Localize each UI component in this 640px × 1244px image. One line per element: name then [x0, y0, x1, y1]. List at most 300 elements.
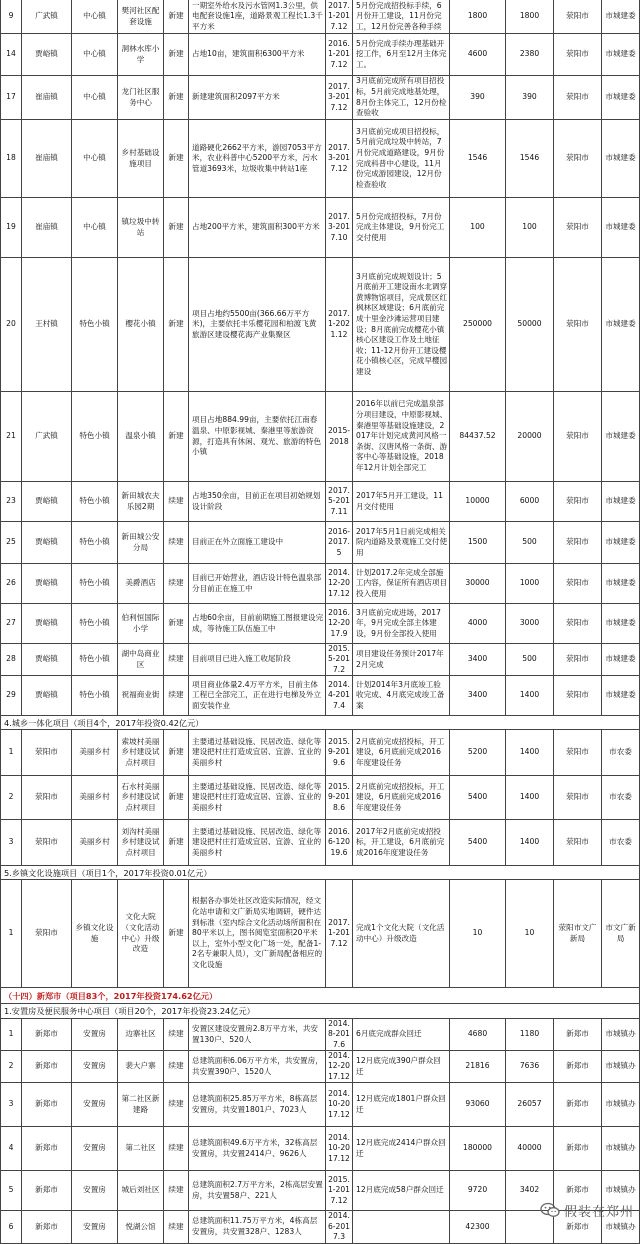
cell-project: 文化大院（文化活动中心）升级改造 — [118, 880, 164, 988]
cell-total-investment: 390 — [450, 76, 506, 120]
cell-project: 樊河社区配套设施 — [118, 0, 164, 34]
cell-department: 市农委 — [602, 730, 640, 776]
cell-content: 占地10亩，建筑面积6300平方米 — [189, 34, 326, 76]
cell-period: 2016-2017.5 — [326, 522, 353, 564]
cell-department: 市城建委 — [602, 604, 640, 644]
table-row — [0, 676, 640, 716]
cell-year-investment: 3000 — [506, 604, 554, 644]
cell-type: 续建 — [164, 564, 189, 604]
cell-town: 贾峪镇 — [22, 482, 72, 522]
cell-town: 贾峪镇 — [22, 564, 72, 604]
cell-location: 荥阳市 — [554, 120, 602, 198]
cell-period: 2016.1-2017.12 — [326, 34, 353, 76]
cell-year-investment: 26057 — [506, 1083, 554, 1127]
cell-total-investment: 4680 — [450, 1019, 506, 1051]
cell-year-investment: 1400 — [506, 730, 554, 776]
table-row — [0, 1083, 640, 1127]
cell-year-investment: 2380 — [506, 34, 554, 76]
cell-total-investment: 3400 — [450, 676, 506, 716]
cell-content: 项目商业体量2.4万平方米，目前主体工程已全部完工，正在进行电梯及外立面安装作业 — [189, 676, 326, 716]
cell-project: 石水村美丽乡村建设试点村项目 — [118, 776, 164, 820]
table-row — [0, 604, 640, 644]
cell-progress: 5月份完成招投标手续，6月份开工建设，11月份完工，12月份完善各种手续 — [353, 0, 450, 34]
cell-content: 总建筑面积49.6万平方米，32栋高层安置房，共安置2414户、9626人 — [189, 1127, 326, 1171]
cell-period: 2017.1-2021.12 — [326, 258, 353, 392]
cell-town: 荥阳市 — [22, 730, 72, 776]
cell-year-investment: 390 — [506, 76, 554, 120]
cell-no: 3 — [0, 1083, 22, 1127]
cell-type: 新建 — [164, 120, 189, 198]
cell-type: 续建 — [164, 1051, 189, 1083]
cell-period: 2014.10-2017.12 — [326, 1083, 353, 1127]
cell-progress: 完成1个文化大院（文化活动中心）升级改造 — [353, 880, 450, 988]
cell-total-investment: 4600 — [450, 34, 506, 76]
cell-content: 新建建筑面积2097平方米 — [189, 76, 326, 120]
cell-category: 特色小镇 — [72, 258, 118, 392]
cell-content: 主要通过基础设施、民居改造、绿化等建设把村庄打造成宜居、宜游、宜业的美丽乡村 — [189, 730, 326, 776]
cell-department: 市农委 — [602, 820, 640, 866]
cell-progress: 2月底前完成招投标，开工建设，6月底前完成2016年度建设任务 — [353, 776, 450, 820]
cell-year-investment: 7636 — [506, 1051, 554, 1083]
table-row — [0, 34, 640, 76]
cell-project: 悦湖公馆 — [118, 1211, 164, 1244]
cell-progress: 2016年以前已完成温泉部分项目建设，中原影视城、秦港里等基础设施建设，2017年计划完成黄河风格一条街、汉唐风格一条街、游客中心等基础设施，2018年12月计划全部完工 — [353, 392, 450, 482]
cell-location: 新郑市 — [554, 1019, 602, 1051]
cell-category: 特色小镇 — [72, 564, 118, 604]
cell-progress: 计划2014年3月底竣工验收完成、4月底完成竣工备案 — [353, 676, 450, 716]
section-header: 5.乡镇文化设施项目（项目1个，2017年投资0.01亿元） — [0, 866, 640, 880]
cell-period: 2016.6-12019.6 — [326, 820, 353, 866]
cell-location: 荥阳市 — [554, 820, 602, 866]
cell-period: 2016.12-2017.9 — [326, 604, 353, 644]
cell-department: 市城镇办 — [602, 1083, 640, 1127]
cell-type: 新建 — [164, 0, 189, 34]
cell-year-investment: 1400 — [506, 776, 554, 820]
cell-type: 新建 — [164, 820, 189, 866]
cell-year-investment: 500 — [506, 522, 554, 564]
cell-type: 新建 — [164, 776, 189, 820]
cell-type: 续建 — [164, 522, 189, 564]
cell-project: 第二社区新建路 — [118, 1083, 164, 1127]
cell-no: 28 — [0, 644, 22, 676]
cell-period: 2015.9-2018.6 — [326, 776, 353, 820]
watermark-text: 假装在郑州 — [563, 1204, 634, 1220]
cell-location: 荥阳市 — [554, 776, 602, 820]
cell-progress: 12月底完成1801户群众回迁 — [353, 1083, 450, 1127]
cell-total-investment: 250000 — [450, 258, 506, 392]
cell-no: 19 — [0, 198, 22, 258]
cell-town: 新郑市 — [22, 1051, 72, 1083]
cell-department: 市城建委 — [602, 482, 640, 522]
cell-department: 市城建委 — [602, 258, 640, 392]
cell-period: 2017.5-2017.11 — [326, 482, 353, 522]
cell-project: 龙门社区服务中心 — [118, 76, 164, 120]
cell-content: 占地60余亩，目前前期施工图报建设完成，等待施工队伍施工中 — [189, 604, 326, 644]
cell-location: 荥阳市 — [554, 76, 602, 120]
cell-no: 27 — [0, 604, 22, 644]
cell-type: 续建 — [164, 644, 189, 676]
table-row — [0, 1051, 640, 1083]
cell-type: 新建 — [164, 198, 189, 258]
cell-total-investment: 1546 — [450, 120, 506, 198]
cell-town: 广武镇 — [22, 392, 72, 482]
cell-total-investment: 30000 — [450, 564, 506, 604]
cell-town: 贾峪镇 — [22, 676, 72, 716]
cell-project: 乡村基础设施项目 — [118, 120, 164, 198]
table-row — [0, 776, 640, 820]
cell-no: 1 — [0, 880, 22, 988]
cell-category: 中心镇 — [72, 198, 118, 258]
cell-category: 安置房 — [72, 1211, 118, 1244]
cell-category: 美丽乡村 — [72, 820, 118, 866]
cell-total-investment: 5400 — [450, 776, 506, 820]
cell-project: 边寨社区 — [118, 1019, 164, 1051]
cell-type: 新建 — [164, 880, 189, 988]
cell-project: 洞林水库小学 — [118, 34, 164, 76]
cell-no: 5 — [0, 1171, 22, 1211]
cell-progress: 12月底完成390户群众回迁 — [353, 1051, 450, 1083]
cell-period: 2014.8-2017.6 — [326, 1019, 353, 1051]
cell-content: 目前已开始营业，酒店设计特色温泉部分目前正在施工中 — [189, 564, 326, 604]
cell-period: 2014.12-2017.12 — [326, 1051, 353, 1083]
section-header: 1.安置房及便民服务中心项目（项目20个，2017年投资23.24亿元） — [0, 1004, 640, 1019]
cell-total-investment: 21816 — [450, 1051, 506, 1083]
cell-category: 安置房 — [72, 1051, 118, 1083]
cell-department: 市城建委 — [602, 522, 640, 564]
cell-category: 中心镇 — [72, 34, 118, 76]
cell-location: 荥阳市 — [554, 0, 602, 34]
cell-location: 荥阳市文广新局 — [554, 880, 602, 988]
table-row — [0, 0, 640, 34]
cell-category: 特色小镇 — [72, 392, 118, 482]
cell-town: 荥阳市 — [22, 820, 72, 866]
cell-category: 特色小镇 — [72, 522, 118, 564]
cell-type: 续建 — [164, 1127, 189, 1171]
cell-total-investment: 5400 — [450, 820, 506, 866]
cell-period: 2014.10-2017.12 — [326, 1127, 353, 1171]
cell-period: 2017.3-2017.10 — [326, 198, 353, 258]
cell-content: 一期室外给水及污水管网1.3公里，供电配套设施1座，道路景观工程长1.3千平方米 — [189, 0, 326, 34]
cell-type: 续建 — [164, 482, 189, 522]
cell-period: 2015.5-2017.2 — [326, 644, 353, 676]
cell-progress: 3月底前完成项目招投标，5月前完成垃圾中转站，7月份完成道路建设，9月份完成科普中心建设，11月份完成游园建设，12月份检查验收 — [353, 120, 450, 198]
cell-location: 荥阳市 — [554, 564, 602, 604]
cell-total-investment: 10000 — [450, 482, 506, 522]
cell-department: 市城建委 — [602, 198, 640, 258]
region-header: （十四）新郑市（项目83个，2017年投资174.62亿元） — [0, 988, 640, 1004]
cell-location: 荥阳市 — [554, 482, 602, 522]
cell-total-investment: 1500 — [450, 522, 506, 564]
cell-department: 市城建委 — [602, 76, 640, 120]
table-row — [0, 522, 640, 564]
cell-no: 9 — [0, 0, 22, 34]
cell-location: 荥阳市 — [554, 198, 602, 258]
cell-content: 总建筑面积2.7万平方米，2栋高层安置房，共安置58户、221人 — [189, 1171, 326, 1211]
cell-no: 26 — [0, 564, 22, 604]
cell-department: 市城建委 — [602, 676, 640, 716]
cell-category: 安置房 — [72, 1019, 118, 1051]
cell-location: 新郑市 — [554, 1211, 602, 1244]
cell-type: 续建 — [164, 676, 189, 716]
cell-location: 荥阳市 — [554, 34, 602, 76]
cell-type: 新建 — [164, 730, 189, 776]
cell-progress: 2月底前完成招投标，开工建设，6月底前完成2016年度建设任务 — [353, 730, 450, 776]
cell-year-investment: 50000 — [506, 258, 554, 392]
cell-location: 新郑市 — [554, 1083, 602, 1127]
cell-year-investment: 40000 — [506, 1127, 554, 1171]
cell-location: 荥阳市 — [554, 644, 602, 676]
cell-period: 2017.1-2017.12 — [326, 0, 353, 34]
cell-year-investment: 1000 — [506, 564, 554, 604]
cell-location: 新郑市 — [554, 1051, 602, 1083]
cell-progress: 2017年2月底前完成招投标，开工建设，6月底前完成2016年度建设任务 — [353, 820, 450, 866]
cell-town: 荥阳市 — [22, 776, 72, 820]
cell-no: 1 — [0, 730, 22, 776]
table-row — [0, 1019, 640, 1051]
cell-location: 荥阳市 — [554, 730, 602, 776]
cell-category: 中心镇 — [72, 0, 118, 34]
cell-town: 王村镇 — [22, 258, 72, 392]
cell-total-investment: 3400 — [450, 644, 506, 676]
cell-no: 29 — [0, 676, 22, 716]
cell-year-investment: 1180 — [506, 1019, 554, 1051]
cell-category: 安置房 — [72, 1083, 118, 1127]
cell-project: 湖中岛商业区 — [118, 644, 164, 676]
cell-project: 樱花小镇 — [118, 258, 164, 392]
cell-type: 新建 — [164, 392, 189, 482]
cell-year-investment: 100 — [506, 198, 554, 258]
cell-town: 新郑市 — [22, 1083, 72, 1127]
cell-content: 总建筑面积25.85万平方米，8栋高层安置房，共安置1801户、7023人 — [189, 1083, 326, 1127]
cell-content: 总建筑面积6.06万平方米，共安置房，共安置390户、1520人 — [189, 1051, 326, 1083]
cell-progress: 12月底完成58户群众回迁 — [353, 1171, 450, 1211]
table-row — [0, 1127, 640, 1171]
cell-content: 主要通过基础设施、民居改造、绿化等建设把村庄打造成宜居、宜游、宜业的美丽乡村 — [189, 820, 326, 866]
cell-project: 索坡村美丽乡村建设试点村项目 — [118, 730, 164, 776]
cell-no: 25 — [0, 522, 22, 564]
cell-progress: 5月份完成招投标，7月份完成主体建设，9月份完工交付使用 — [353, 198, 450, 258]
cell-town: 贾峪镇 — [22, 604, 72, 644]
cell-content: 占地200平方米，建筑面积300平方米 — [189, 198, 326, 258]
cell-town: 崔庙镇 — [22, 76, 72, 120]
cell-town: 贾峪镇 — [22, 34, 72, 76]
cell-progress: 2017年5月1日前完成相关院内道路及景观施工交付使用 — [353, 522, 450, 564]
cell-period: 2017.3-2017.12 — [326, 120, 353, 198]
cell-type: 续建 — [164, 1171, 189, 1211]
cell-project: 祝福商业街 — [118, 676, 164, 716]
cell-type: 续建 — [164, 1211, 189, 1244]
cell-location: 荥阳市 — [554, 522, 602, 564]
cell-content: 主要通过基础设施、民居改造、绿化等建设把村庄打造成宜居、宜游、宜业的美丽乡村 — [189, 776, 326, 820]
cell-progress: 2017年5月开工建设，11月交付使用 — [353, 482, 450, 522]
table-row — [0, 392, 640, 482]
cell-no: 17 — [0, 76, 22, 120]
cell-content: 项目占地约5500亩(366.66万平方米)，主要依托丰乐樱花园和柏渡飞黄旅游区建设樱花海产业集聚区 — [189, 258, 326, 392]
cell-category: 乡镇文化设施 — [72, 880, 118, 988]
cell-category: 安置房 — [72, 1171, 118, 1211]
cell-project: 刘沟村美丽乡村建设试点村项目 — [118, 820, 164, 866]
cell-total-investment: 4000 — [450, 604, 506, 644]
cell-progress: 3月底前完成规划设计；5月底前开工建设南水北调穿黄博物馆项目，完成景区红枫林区域建设；6月底前完成十里金沙滩运营项目建设；8月底前完成樱花小镇核心区建设工作及土地征收；11-12月份开工建设樱花小镇核心区，完成早樱园建设 — [353, 258, 450, 392]
cell-type: 续建 — [164, 1083, 189, 1127]
cell-no: 3 — [0, 820, 22, 866]
cell-category: 特色小镇 — [72, 482, 118, 522]
cell-year-investment: 10 — [506, 880, 554, 988]
cell-no: 21 — [0, 392, 22, 482]
cell-year-investment: 20000 — [506, 392, 554, 482]
cell-town: 崔庙镇 — [22, 198, 72, 258]
cell-town: 广武镇 — [22, 0, 72, 34]
cell-progress: 项目建设任务预计2017年2月完成 — [353, 644, 450, 676]
cell-no: 1 — [0, 1019, 22, 1051]
cell-department: 市城镇办 — [602, 1051, 640, 1083]
cell-department: 市城镇办 — [602, 1171, 640, 1211]
cell-location: 荥阳市 — [554, 258, 602, 392]
cell-year-investment: 1546 — [506, 120, 554, 198]
cell-category: 中心镇 — [72, 120, 118, 198]
cell-department: 市城建委 — [602, 392, 640, 482]
cell-no: 14 — [0, 34, 22, 76]
cell-location: 荥阳市 — [554, 676, 602, 716]
table-row — [0, 820, 640, 866]
cell-no: 18 — [0, 120, 22, 198]
cell-category: 特色小镇 — [72, 676, 118, 716]
cell-type: 新建 — [164, 76, 189, 120]
cell-project: 温泉小镇 — [118, 392, 164, 482]
cell-project: 美爵酒店 — [118, 564, 164, 604]
cell-location: 新郑市 — [554, 1127, 602, 1171]
cell-project: 裴大户寨 — [118, 1051, 164, 1083]
cell-type: 续建 — [164, 1019, 189, 1051]
cell-progress: 3月底前完成所有项目招投标，5月前完成地基处理，8月份主体完工，12月份检查验收 — [353, 76, 450, 120]
cell-category: 中心镇 — [72, 76, 118, 120]
cell-project: 伯利恒国际小学 — [118, 604, 164, 644]
cell-total-investment: 10 — [450, 880, 506, 988]
cell-period: 2014.12-2017.12 — [326, 564, 353, 604]
cell-project: 第二社区 — [118, 1127, 164, 1171]
cell-content: 安置区建设安置房2.8万平方米，共安置130户、520人 — [189, 1019, 326, 1051]
cell-total-investment: 180000 — [450, 1127, 506, 1171]
cell-period: 2015.1-2017.12 — [326, 1171, 353, 1211]
cell-content: 项目占地884.99亩，主要依托江南春温泉、中原影视城、秦港里等旅游资源，打造具有休闲、观光、旅游的特色小镇 — [189, 392, 326, 482]
cell-progress: 计划2017.2年完成全部施工内容，保证所有酒店项目投入使用 — [353, 564, 450, 604]
cell-progress: 5月份完成手续办理基础开挖工作，6月至12月主体完工。 — [353, 34, 450, 76]
cell-town: 贾峪镇 — [22, 522, 72, 564]
cell-department: 市农委 — [602, 776, 640, 820]
table-row — [0, 120, 640, 198]
cell-total-investment: 5200 — [450, 730, 506, 776]
cell-total-investment: 84437.52 — [450, 392, 506, 482]
cell-project: 新田城农夫乐园2期 — [118, 482, 164, 522]
cell-category: 特色小镇 — [72, 644, 118, 676]
table-row — [0, 564, 640, 604]
cell-total-investment: 93060 — [450, 1083, 506, 1127]
cell-no: 20 — [0, 258, 22, 392]
cell-total-investment: 9720 — [450, 1171, 506, 1211]
cell-project: 城后刘社区 — [118, 1171, 164, 1211]
cell-category: 美丽乡村 — [72, 776, 118, 820]
cell-location: 荥阳市 — [554, 604, 602, 644]
cell-progress: 12月底完成2414户群众回迁 — [353, 1127, 450, 1171]
cell-total-investment: 42300 — [450, 1211, 506, 1244]
cell-department: 市城建委 — [602, 120, 640, 198]
cell-content: 目前项目已进入施工收尾阶段 — [189, 644, 326, 676]
cell-category: 美丽乡村 — [72, 730, 118, 776]
cell-content: 目前正在外立面施工建设中 — [189, 522, 326, 564]
cell-department: 市城建委 — [602, 34, 640, 76]
cell-type: 新建 — [164, 34, 189, 76]
cell-content: 占地350余亩，目前正在项目初始规划设计阶段 — [189, 482, 326, 522]
table-row — [0, 730, 640, 776]
cell-no: 2 — [0, 776, 22, 820]
cell-year-investment: 1400 — [506, 676, 554, 716]
table-row — [0, 880, 640, 988]
cell-department: 市城建委 — [602, 0, 640, 34]
cell-town: 新郑市 — [22, 1019, 72, 1051]
cell-no: 4 — [0, 1127, 22, 1171]
cell-town: 荥阳市 — [22, 880, 72, 988]
table-row — [0, 258, 640, 392]
cell-location: 新郑市 — [554, 1171, 602, 1211]
cell-no: 2 — [0, 1051, 22, 1083]
cell-content: 道路硬化2662平方米，游园7053平方米，农业科普中心5200平方米，污水管道3693米，垃圾收集中转站1座 — [189, 120, 326, 198]
cell-total-investment: 1800 — [450, 0, 506, 34]
cell-period: 2017.3-2017.12 — [326, 76, 353, 120]
cell-year-investment: 500 — [506, 644, 554, 676]
cell-department: 市城建委 — [602, 644, 640, 676]
cell-category: 特色小镇 — [72, 604, 118, 644]
cell-period: 2014.6-2017.3 — [326, 1211, 353, 1244]
section-header: 4.城乡一体化项目（项目4个，2017年投资0.42亿元） — [0, 716, 640, 730]
cell-type: 新建 — [164, 258, 189, 392]
cell-progress — [353, 1211, 450, 1244]
table-row — [0, 198, 640, 258]
cell-department: 市城镇办 — [602, 1019, 640, 1051]
cell-year-investment: 1400 — [506, 820, 554, 866]
cell-year-investment: 6000 — [506, 482, 554, 522]
cell-content: 总建筑面积11.75万平方米，4栋高层安置房，共安置328户、1283人 — [189, 1211, 326, 1244]
cell-town: 新郑市 — [22, 1211, 72, 1244]
cell-total-investment: 100 — [450, 198, 506, 258]
cell-no: 23 — [0, 482, 22, 522]
cell-content: 根据各办事处社区改造实际情况，经文化站申请和文广新局实地调研，硬件达到标准（室内综合文化活动场所面积在80平米以上，图书阅览室面积20平米以上，室外小型文化广场一处，配备1-2名专兼职人员），文广新局配备相应的文化设施 — [189, 880, 326, 988]
cell-department: 市城建委 — [602, 564, 640, 604]
cell-category: 安置房 — [72, 1127, 118, 1171]
cell-type: 新建 — [164, 604, 189, 644]
cell-town: 崔庙镇 — [22, 120, 72, 198]
cell-town: 新郑市 — [22, 1127, 72, 1171]
wechat-icon — [540, 1202, 560, 1218]
cell-period: 2017.1-2017.12 — [326, 880, 353, 988]
cell-town: 新郑市 — [22, 1171, 72, 1211]
cell-project: 新田城公安分局 — [118, 522, 164, 564]
table-row — [0, 644, 640, 676]
cell-project: 镇垃圾中转站 — [118, 198, 164, 258]
watermark — [540, 1197, 634, 1223]
cell-department: 市城镇办 — [602, 1127, 640, 1171]
cell-period: 2014.4-2017.4 — [326, 676, 353, 716]
cell-no: 6 — [0, 1211, 22, 1244]
table-row — [0, 76, 640, 120]
cell-town: 贾峪镇 — [22, 644, 72, 676]
cell-progress: 3月底前完成进场，2017年，9月完成全部主体建设，9月份全部投入使用 — [353, 604, 450, 644]
cell-year-investment: 3402 — [506, 1171, 554, 1211]
cell-department: 市城镇办 — [602, 1211, 640, 1244]
cell-period: 2015.9-2019.6 — [326, 730, 353, 776]
cell-period: 2015-2018 — [326, 392, 353, 482]
cell-department: 市文广新局 — [602, 880, 640, 988]
table-row — [0, 482, 640, 522]
